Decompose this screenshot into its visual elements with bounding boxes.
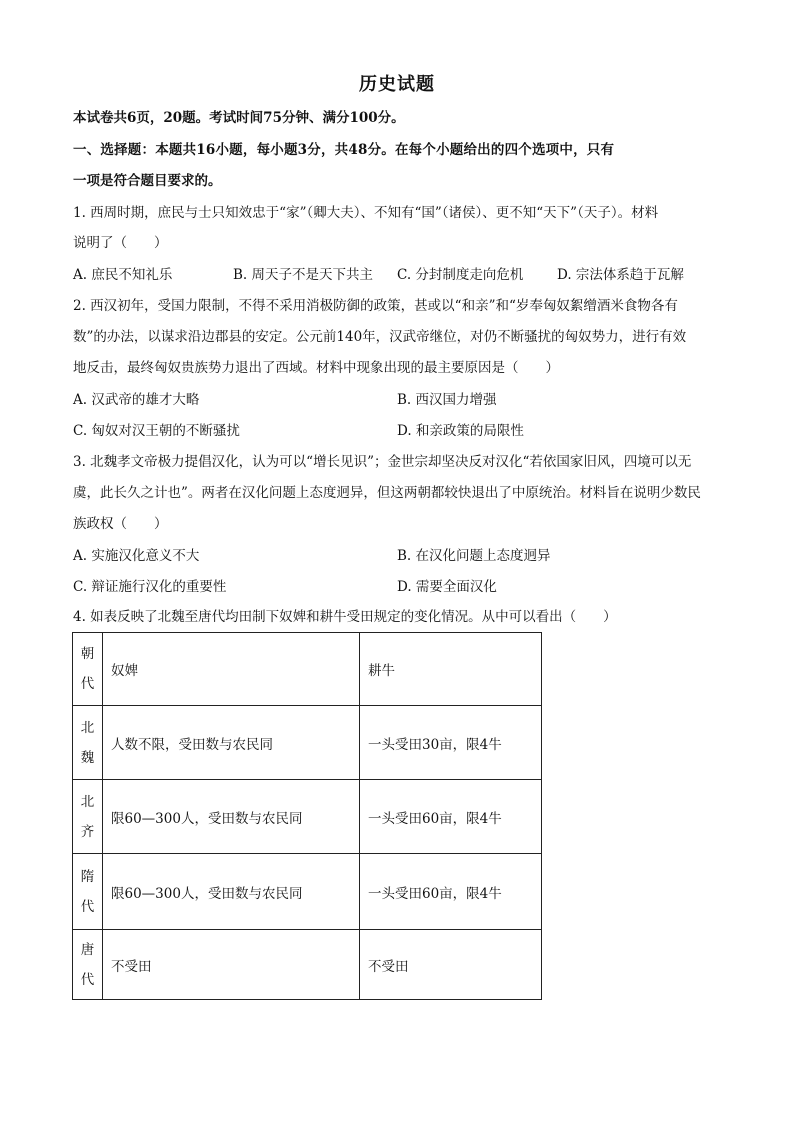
q1-option-a: A. 庶民不知礼乐 [73, 267, 173, 283]
dynasty-char: 代 [80, 971, 95, 988]
equal-field-table [72, 632, 542, 1000]
q2-option-b: B. 西汉国力增强 [397, 392, 497, 408]
dynasty-char: 魏 [80, 749, 95, 766]
q3-stem-line1: 3. 北魏孝文帝极力提倡汉化，认为可以“增长见识”；金世宗却坚决反对汉化“若依国家旧风，四境可以无 [73, 454, 692, 470]
ox-cell: 一头受田60亩，限4牛 [360, 854, 542, 930]
q1-stem-line2: 说明了（ ） [73, 235, 168, 251]
q3-option-b: B. 在汉化问题上态度迥异 [397, 548, 551, 564]
q2-stem-line2: 数”的办法，以谋求沿边郡县的安定。公元前140年，汉武帝继位，对仍不断骚扰的匈奴势力，进行有效 [73, 329, 687, 345]
q3-stem-line2: 虞，此长久之计也”。两者在汉化问题上态度迥异，但这两朝都较快退出了中原统治。材料旨在说明少数民 [73, 485, 701, 501]
exam-intro: 本试卷共6页，20题。考试时间75分钟、满分100分。 [73, 110, 405, 126]
q3-option-c: C. 辩证施行汉化的重要性 [73, 579, 227, 595]
header-slave-cell: 奴婢 [103, 633, 360, 706]
q1-option-d: D. 宗法体系趋于瓦解 [557, 267, 684, 283]
q1-option-c: C. 分封制度走向危机 [397, 267, 524, 283]
q3-stem-line3: 族政权（ ） [73, 516, 168, 532]
header-dynasty-char: 朝 [80, 646, 95, 662]
section-heading-line1: 一、选择题：本题共16小题，每小题3分，共48分。在每个小题给出的四个选项中，只有 [73, 142, 615, 158]
dynasty-char: 北 [80, 793, 95, 810]
table-row [73, 706, 542, 780]
dynasty-char: 代 [80, 898, 95, 915]
table-row [73, 854, 542, 930]
dynasty-char: 齐 [80, 823, 95, 840]
q2-stem-line1: 2. 西汉初年，受国力限制，不得不采用消极防御的政策，甚或以“和亲”和“岁奉匈奴絮缯酒米食物各有 [73, 298, 678, 314]
q1-stem-line1: 1. 西周时期，庶民与士只知效忠于“家”（卿大夫）、不知有“国”（诸侯）、更不知“天下”（天子）。材料 [73, 205, 659, 221]
dynasty-cell [73, 854, 103, 930]
section-heading-line2: 一项是符合题目要求的。 [73, 173, 222, 189]
page-title: 历史试题 [359, 74, 435, 95]
dynasty-char: 北 [80, 719, 95, 736]
dynasty-char: 唐 [80, 941, 95, 958]
ox-cell: 一头受田30亩，限4牛 [360, 706, 542, 780]
ox-cell: 不受田 [360, 930, 542, 1000]
header-dynasty-cell [73, 633, 103, 706]
q2-option-a: A. 汉武帝的雄才大略 [73, 392, 200, 408]
dynasty-char: 隋 [80, 868, 95, 885]
slave-cell: 人数不限，受田数与农民同 [103, 706, 360, 780]
q2-stem-line3: 地反击，最终匈奴贵族势力退出了西域。材料中现象出现的最主要原因是（ ） [73, 360, 559, 376]
table-row [73, 780, 542, 854]
q2-option-c: C. 匈奴对汉王朝的不断骚扰 [73, 423, 240, 439]
dynasty-cell [73, 780, 103, 854]
ox-cell: 一头受田60亩，限4牛 [360, 780, 542, 854]
q2-option-d: D. 和亲政策的局限性 [397, 423, 524, 439]
slave-cell: 不受田 [103, 930, 360, 1000]
slave-cell: 限60—300人，受田数与农民同 [103, 780, 360, 854]
q3-option-a: A. 实施汉化意义不大 [73, 548, 200, 564]
slave-cell: 限60—300人，受田数与农民同 [103, 854, 360, 930]
table-row [73, 930, 542, 1000]
q3-option-d: D. 需要全面汉化 [397, 579, 497, 595]
header-dynasty-char: 代 [80, 676, 95, 692]
q4-stem-line1: 4. 如表反映了北魏至唐代均田制下奴婢和耕牛受田规定的变化情况。从中可以看出（ ） [73, 609, 617, 625]
header-ox-cell: 耕牛 [360, 633, 542, 706]
table-header-row [73, 633, 542, 706]
dynasty-cell [73, 706, 103, 780]
dynasty-cell [73, 930, 103, 1000]
q1-option-b: B. 周天子不是天下共主 [233, 267, 374, 283]
